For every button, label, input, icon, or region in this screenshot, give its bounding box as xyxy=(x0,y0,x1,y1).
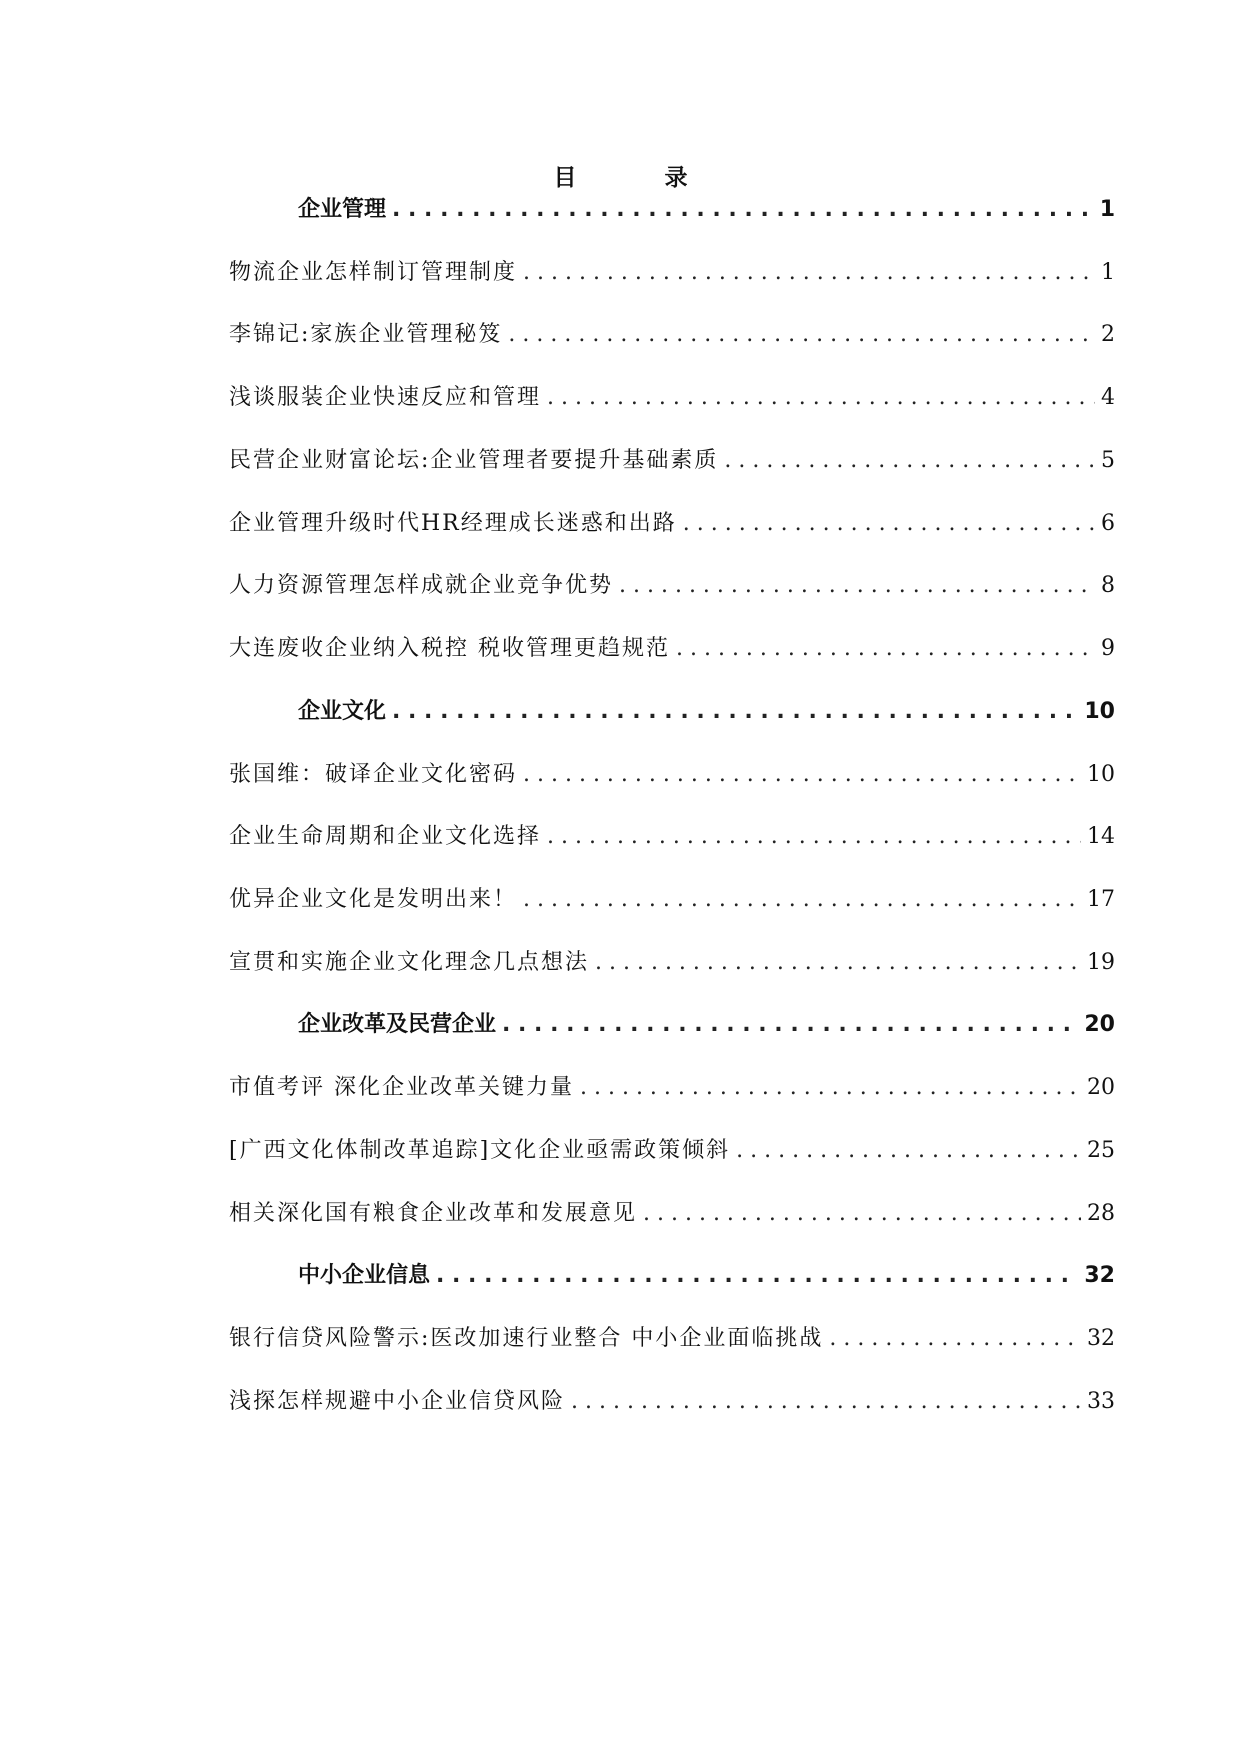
toc-section-heading[interactable] xyxy=(298,1258,1115,1294)
toc-page-number: 10 xyxy=(1084,699,1115,724)
toc-page-number: 17 xyxy=(1087,887,1115,912)
toc-page-number: 4 xyxy=(1101,385,1115,410)
toc-entry[interactable] xyxy=(229,1070,1115,1106)
toc-entry-title: 宣贯和实施企业文化理念几点想法 xyxy=(229,950,590,975)
toc-entry[interactable] xyxy=(229,1133,1115,1169)
toc-leader-dots xyxy=(523,882,1081,918)
toc-leader-dots xyxy=(547,380,1095,416)
toc-entry[interactable] xyxy=(229,945,1115,981)
toc-entry[interactable] xyxy=(229,380,1115,416)
toc-page-number: 32 xyxy=(1084,1263,1115,1288)
toc-page-number: 6 xyxy=(1101,511,1115,536)
toc-section-title: 企业改革及民营企业 xyxy=(298,1012,497,1037)
toc-leader-dots xyxy=(683,506,1095,542)
toc-entry[interactable] xyxy=(229,1321,1115,1357)
toc-entry-title: 物流企业怎样制订管理制度 xyxy=(229,260,518,285)
toc-leader-dots xyxy=(829,1321,1081,1357)
toc-leader-dots xyxy=(502,1007,1078,1043)
toc-entry-title: 李锦记:家族企业管理秘笈 xyxy=(229,322,503,347)
toc-entry[interactable] xyxy=(229,568,1115,604)
toc-entry[interactable] xyxy=(229,443,1115,479)
toc-entry[interactable] xyxy=(229,819,1115,855)
toc-entry-title: 浅谈服装企业快速反应和管理 xyxy=(229,385,542,410)
toc-page-number: 9 xyxy=(1101,636,1115,661)
toc-leader-dots xyxy=(736,1133,1081,1169)
toc-entry[interactable] xyxy=(229,255,1115,291)
toc-entry-title: 浅探怎样规避中小企业信贷风险 xyxy=(229,1389,566,1414)
page-title: 目 录 xyxy=(553,165,728,191)
toc-leader-dots xyxy=(580,1070,1081,1106)
toc-entry-title: 张国维：破译企业文化密码 xyxy=(229,762,518,787)
toc-page-number: 2 xyxy=(1101,322,1115,347)
toc-page-number: 1 xyxy=(1099,197,1115,222)
toc-entry[interactable] xyxy=(229,317,1115,353)
toc-entry-title: 市值考评 深化企业改革关键力量 xyxy=(229,1075,574,1100)
toc-entry[interactable] xyxy=(229,882,1115,918)
toc-leader-dots xyxy=(523,757,1081,793)
toc-leader-dots xyxy=(392,694,1078,730)
toc-page-number: 8 xyxy=(1101,573,1115,598)
toc-page-number: 10 xyxy=(1087,762,1115,787)
toc-section-heading[interactable] xyxy=(298,192,1115,228)
toc-entry-title: 相关深化国有粮食企业改革和发展意见 xyxy=(229,1201,638,1226)
toc-entry-title: 民营企业财富论坛:企业管理者要提升基础素质 xyxy=(229,448,719,473)
toc-entry-title: 企业管理升级时代HR经理成长迷惑和出路 xyxy=(229,511,677,536)
toc-entry[interactable] xyxy=(229,506,1115,542)
toc-entry-title: [广西文化体制改革追踪]文化企业亟需政策倾斜 xyxy=(229,1138,731,1163)
toc-entry-title: 银行信贷风险警示:医改加速行业整合 中小企业面临挑战 xyxy=(229,1326,824,1351)
toc-entry-title: 企业生命周期和企业文化选择 xyxy=(229,824,542,849)
toc-page-number: 20 xyxy=(1084,1012,1115,1037)
toc-leader-dots xyxy=(547,819,1081,855)
toc-leader-dots xyxy=(436,1258,1078,1294)
toc-entry[interactable] xyxy=(229,1196,1115,1232)
toc-page-number: 19 xyxy=(1087,950,1115,975)
toc-leader-dots xyxy=(571,1384,1081,1420)
toc-page-number: 14 xyxy=(1087,824,1115,849)
toc-page-number: 28 xyxy=(1087,1201,1115,1226)
toc-leader-dots xyxy=(619,568,1095,604)
toc-entry-title: 优异企业文化是发明出来！ xyxy=(229,887,518,912)
toc-page-number: 5 xyxy=(1101,448,1115,473)
toc-entry-title: 大连废收企业纳入税控 税收管理更趋规范 xyxy=(229,636,670,661)
toc-page-number: 1 xyxy=(1101,260,1115,285)
toc-leader-dots xyxy=(392,192,1094,228)
toc-section-title: 企业管理 xyxy=(298,197,387,222)
toc-leader-dots xyxy=(676,631,1095,667)
toc-leader-dots xyxy=(724,443,1095,479)
toc-section-heading[interactable] xyxy=(298,1007,1115,1043)
toc-entry-title: 人力资源管理怎样成就企业竞争优势 xyxy=(229,573,614,598)
toc-page-number: 33 xyxy=(1087,1389,1115,1414)
toc-leader-dots xyxy=(523,255,1095,291)
toc-leader-dots xyxy=(595,945,1081,981)
toc-page-number: 25 xyxy=(1087,1138,1115,1163)
toc-entry[interactable] xyxy=(229,1384,1115,1420)
toc-leader-dots xyxy=(508,317,1095,353)
toc-section-title: 企业文化 xyxy=(298,699,387,724)
toc-entry[interactable] xyxy=(229,757,1115,793)
toc-entry[interactable] xyxy=(229,631,1115,667)
toc-page-number: 20 xyxy=(1087,1075,1115,1100)
toc-leader-dots xyxy=(643,1196,1081,1232)
toc-section-title: 中小企业信息 xyxy=(298,1263,431,1288)
toc-section-heading[interactable] xyxy=(298,694,1115,730)
toc-page-number: 32 xyxy=(1087,1326,1115,1351)
